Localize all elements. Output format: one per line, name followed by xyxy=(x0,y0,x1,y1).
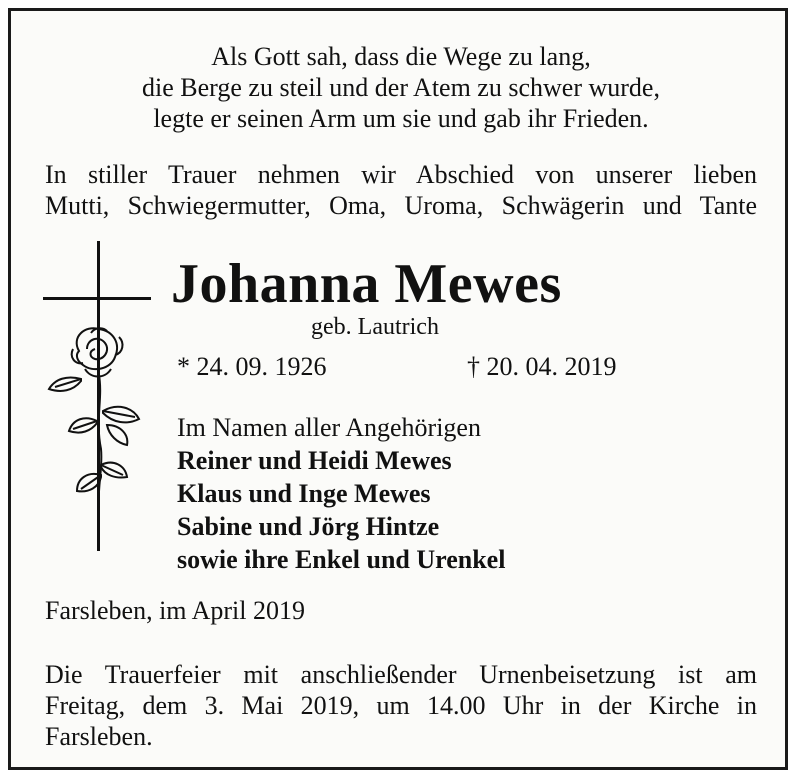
mourner-name: Sabine und Jörg Hintze xyxy=(177,512,440,541)
poem-line: legte er seinen Arm um sie und gab ihr Frieden. xyxy=(153,104,649,133)
mourner-name: Klaus und Inge Mewes xyxy=(177,479,431,508)
funeral-line: Freitag, dem 3. Mai 2019, um 14.00 Uhr in der Kirche in xyxy=(45,691,757,720)
maiden-name: geb. Lautrich xyxy=(311,314,439,340)
intro-line: Mutti, Schwiegermutter, Oma, Uroma, Schwägerin und Tante xyxy=(45,191,757,220)
poem xyxy=(11,41,791,134)
intro-line: In stiller Trauer nehmen wir Abschied von unserer lieben xyxy=(45,160,757,189)
mourners-intro: Im Namen aller Angehörigen xyxy=(177,413,481,442)
poem-line: die Berge zu steil und der Atem zu schwer wurde, xyxy=(142,73,660,102)
poem-line: Als Gott sah, dass die Wege zu lang, xyxy=(211,42,591,71)
mourner-name: sowie ihre Enkel und Urenkel xyxy=(177,545,506,574)
mourners-list xyxy=(177,411,505,576)
birth-date: * 24. 09. 1926 xyxy=(177,352,327,381)
deceased-name: Johanna Mewes xyxy=(171,253,562,315)
intro-text xyxy=(45,159,757,221)
funeral-info xyxy=(45,659,757,752)
funeral-line: Farsleben. xyxy=(45,722,153,751)
obituary-notice xyxy=(8,8,788,770)
mourner-name: Reiner und Heidi Mewes xyxy=(177,446,452,475)
funeral-line: Die Trauerfeier mit anschließender Urnenbeisetzung ist am xyxy=(45,660,757,689)
cross-with-rose-icon xyxy=(41,239,171,559)
place-date: Farsleben, im April 2019 xyxy=(45,596,305,625)
death-date: † 20. 04. 2019 xyxy=(467,352,617,381)
